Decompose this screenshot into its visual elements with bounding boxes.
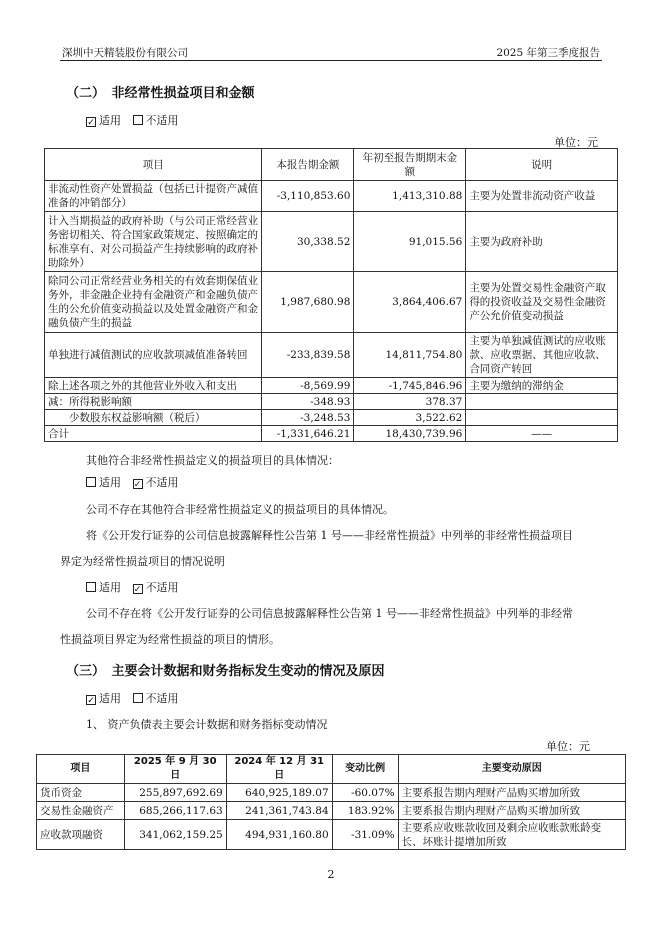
table-cell: 255,897,692.69 (124, 784, 226, 802)
table-cell: -8,569.99 (262, 378, 354, 394)
col-header: 年初至报告期期末金额 (354, 149, 466, 181)
table-row (45, 272, 618, 333)
checkbox-checked-icon[interactable]: ✓ (87, 118, 95, 128)
table-cell: 减：所得税影响额 (45, 394, 262, 410)
table-cell: 主要系报告期内理财产品购买增加所致 (398, 802, 625, 820)
table-cell: 计入当期损益的政府补助（与公司正常经营业务密切相关、符合国家政策规定、按照确定的标准享有、对公司损益产生持续影响的政府补助除外） (45, 212, 262, 272)
table-cell: 494,931,160.80 (226, 820, 332, 850)
checkbox-empty-icon[interactable] (133, 693, 143, 703)
checkbox-empty-icon[interactable] (86, 582, 96, 592)
paragraph: 将《公开发行证券的公司信息披露解释性公告第 1 号——非经常性损益》中列举的非经常性损益项目 (86, 529, 573, 542)
unit-label-1: 单位：元 (554, 136, 598, 149)
table-cell: 主要为处置非流动资产收益 (466, 181, 618, 212)
checkbox-checked-icon[interactable]: ✓ (133, 480, 142, 490)
table-cell: -31.09% (332, 820, 398, 850)
report-title: 2025 年第三季度报告 (496, 47, 600, 59)
table-cell: 91,015.56 (354, 212, 466, 272)
paragraph: 其他符合非经常性损益定义的损益项目的具体情况： (86, 454, 339, 467)
col-header: 项目 (45, 149, 262, 181)
col-header: 本报告期金额 (262, 149, 354, 181)
table-cell: 1,413,310.88 (354, 181, 466, 212)
table-row (45, 410, 618, 426)
table-cell: -3,248.53 (262, 410, 354, 426)
table-cell: 14,811,754.80 (354, 333, 466, 378)
table-cell: -3,110,853.60 (262, 181, 354, 212)
table-row (45, 181, 618, 212)
applicable-options-4: ✓ 适用 不适用 (87, 692, 179, 706)
table-cell: 货币资金 (37, 784, 125, 802)
applicable-options-1: ✓ 适用 不适用 (87, 114, 179, 128)
table-row (45, 426, 618, 442)
table-cell: 应收款项融资 (37, 820, 125, 850)
table-cell: 主要系报告期内理财产品购买增加所致 (398, 784, 625, 802)
table-cell: -60.07% (332, 784, 398, 802)
col-header: 变动比例 (332, 755, 398, 784)
table-cell: 18,430,739.96 (354, 426, 466, 442)
subsection-title: 1、 资产负债表主要会计数据和财务指标变动情况 (86, 718, 328, 731)
table-row (45, 333, 618, 378)
table-row (45, 378, 618, 394)
table-cell: -233,839.58 (262, 333, 354, 378)
applicable-options-2: 适用 ✓ 不适用 (86, 474, 179, 490)
non-recurring-table (44, 148, 618, 442)
company-name: 深圳中天精装股份有限公司 (62, 47, 188, 59)
paragraph: 界定为经常性损益项目的情况说明 (60, 555, 225, 568)
table-cell (466, 410, 618, 426)
table-row (45, 212, 618, 272)
table-cell: 3,522.62 (354, 410, 466, 426)
table-cell: 1,987,680.98 (262, 272, 354, 333)
col-header: 2024 年 12 月 31 日 (226, 755, 332, 784)
table-cell: 3,864,406.67 (354, 272, 466, 333)
table-cell: 合计 (45, 426, 262, 442)
checkbox-empty-icon[interactable] (133, 115, 143, 125)
table-cell: 交易性金融资产 (37, 802, 125, 820)
table-cell: 685,266,117.63 (124, 802, 226, 820)
col-header: 主要变动原因 (398, 755, 625, 784)
section-3-title: （三） 主要会计数据和财务指标发生变动的情况及原因 (66, 664, 385, 679)
page-header (60, 44, 602, 61)
table-cell: 378.37 (354, 394, 466, 410)
paragraph: 公司不存在其他符合非经常性损益定义的损益项目的具体情况。 (86, 503, 394, 516)
table-cell: 183.92% (332, 802, 398, 820)
table-cell: 主要系应收账款收回及剩余应收账款账龄变长、坏账计提增加所致 (398, 820, 625, 850)
col-header: 2025 年 9 月 30 日 (124, 755, 226, 784)
table-cell: -1,331,646.21 (262, 426, 354, 442)
balance-sheet-table (36, 754, 626, 850)
table-cell: 主要为处置交易性金融资产取得的投资收益及交易性金融资产公允价值变动损益 (466, 272, 618, 333)
table-row (37, 820, 626, 850)
table-cell: 640,925,189.07 (226, 784, 332, 802)
paragraph: 性损益项目界定为经常性损益的项目的情形。 (60, 633, 280, 646)
table-cell: 除同公司正常经营业务相关的有效套期保值业务外，非金融企业持有金融资产和金融负债产生的公允价值变动损益以及处置金融资产和金融负债产生的损益 (45, 272, 262, 333)
paragraph: 公司不存在将《公开发行证券的公司信息披露解释性公告第 1 号——非经常性损益》中列举的非经常 (86, 607, 573, 620)
table-cell: 30,338.52 (262, 212, 354, 272)
table-cell: 少数股东权益影响额（税后） (45, 410, 262, 426)
checkbox-checked-icon[interactable]: ✓ (87, 696, 95, 706)
table-cell: 非流动性资产处置损益（包括已计提资产减值准备的冲销部分） (45, 181, 262, 212)
applicable-options-3: 适用 ✓ 不适用 (86, 579, 179, 595)
table-cell: 主要为缴纳的滞纳金 (466, 378, 618, 394)
checkbox-checked-icon[interactable]: ✓ (133, 585, 142, 595)
table-cell: 主要为单独减值测试的应收账款、应收票据、其他应收款、合同资产转回 (466, 333, 618, 378)
page-number: 2 (327, 868, 335, 881)
col-header: 说明 (466, 149, 618, 181)
table-cell: 341,062,159.25 (124, 820, 226, 850)
table-row (45, 394, 618, 410)
unit-label-2: 单位：元 (546, 740, 590, 753)
table-cell: -1,745,846.96 (354, 378, 466, 394)
table-cell: -348.93 (262, 394, 354, 410)
col-header: 项目 (37, 755, 125, 784)
table-cell (466, 394, 618, 410)
table-cell: 241,361,743.84 (226, 802, 332, 820)
checkbox-empty-icon[interactable] (86, 477, 96, 487)
table-cell: 单独进行减值测试的应收款项减值准备转回 (45, 333, 262, 378)
table-cell: —— (466, 426, 618, 442)
table-row (37, 784, 626, 802)
table-cell: 主要为政府补助 (466, 212, 618, 272)
section-2-title: （二） 非经常性损益项目和金额 (66, 86, 255, 101)
table-cell: 除上述各项之外的其他营业外收入和支出 (45, 378, 262, 394)
table-row (37, 802, 626, 820)
